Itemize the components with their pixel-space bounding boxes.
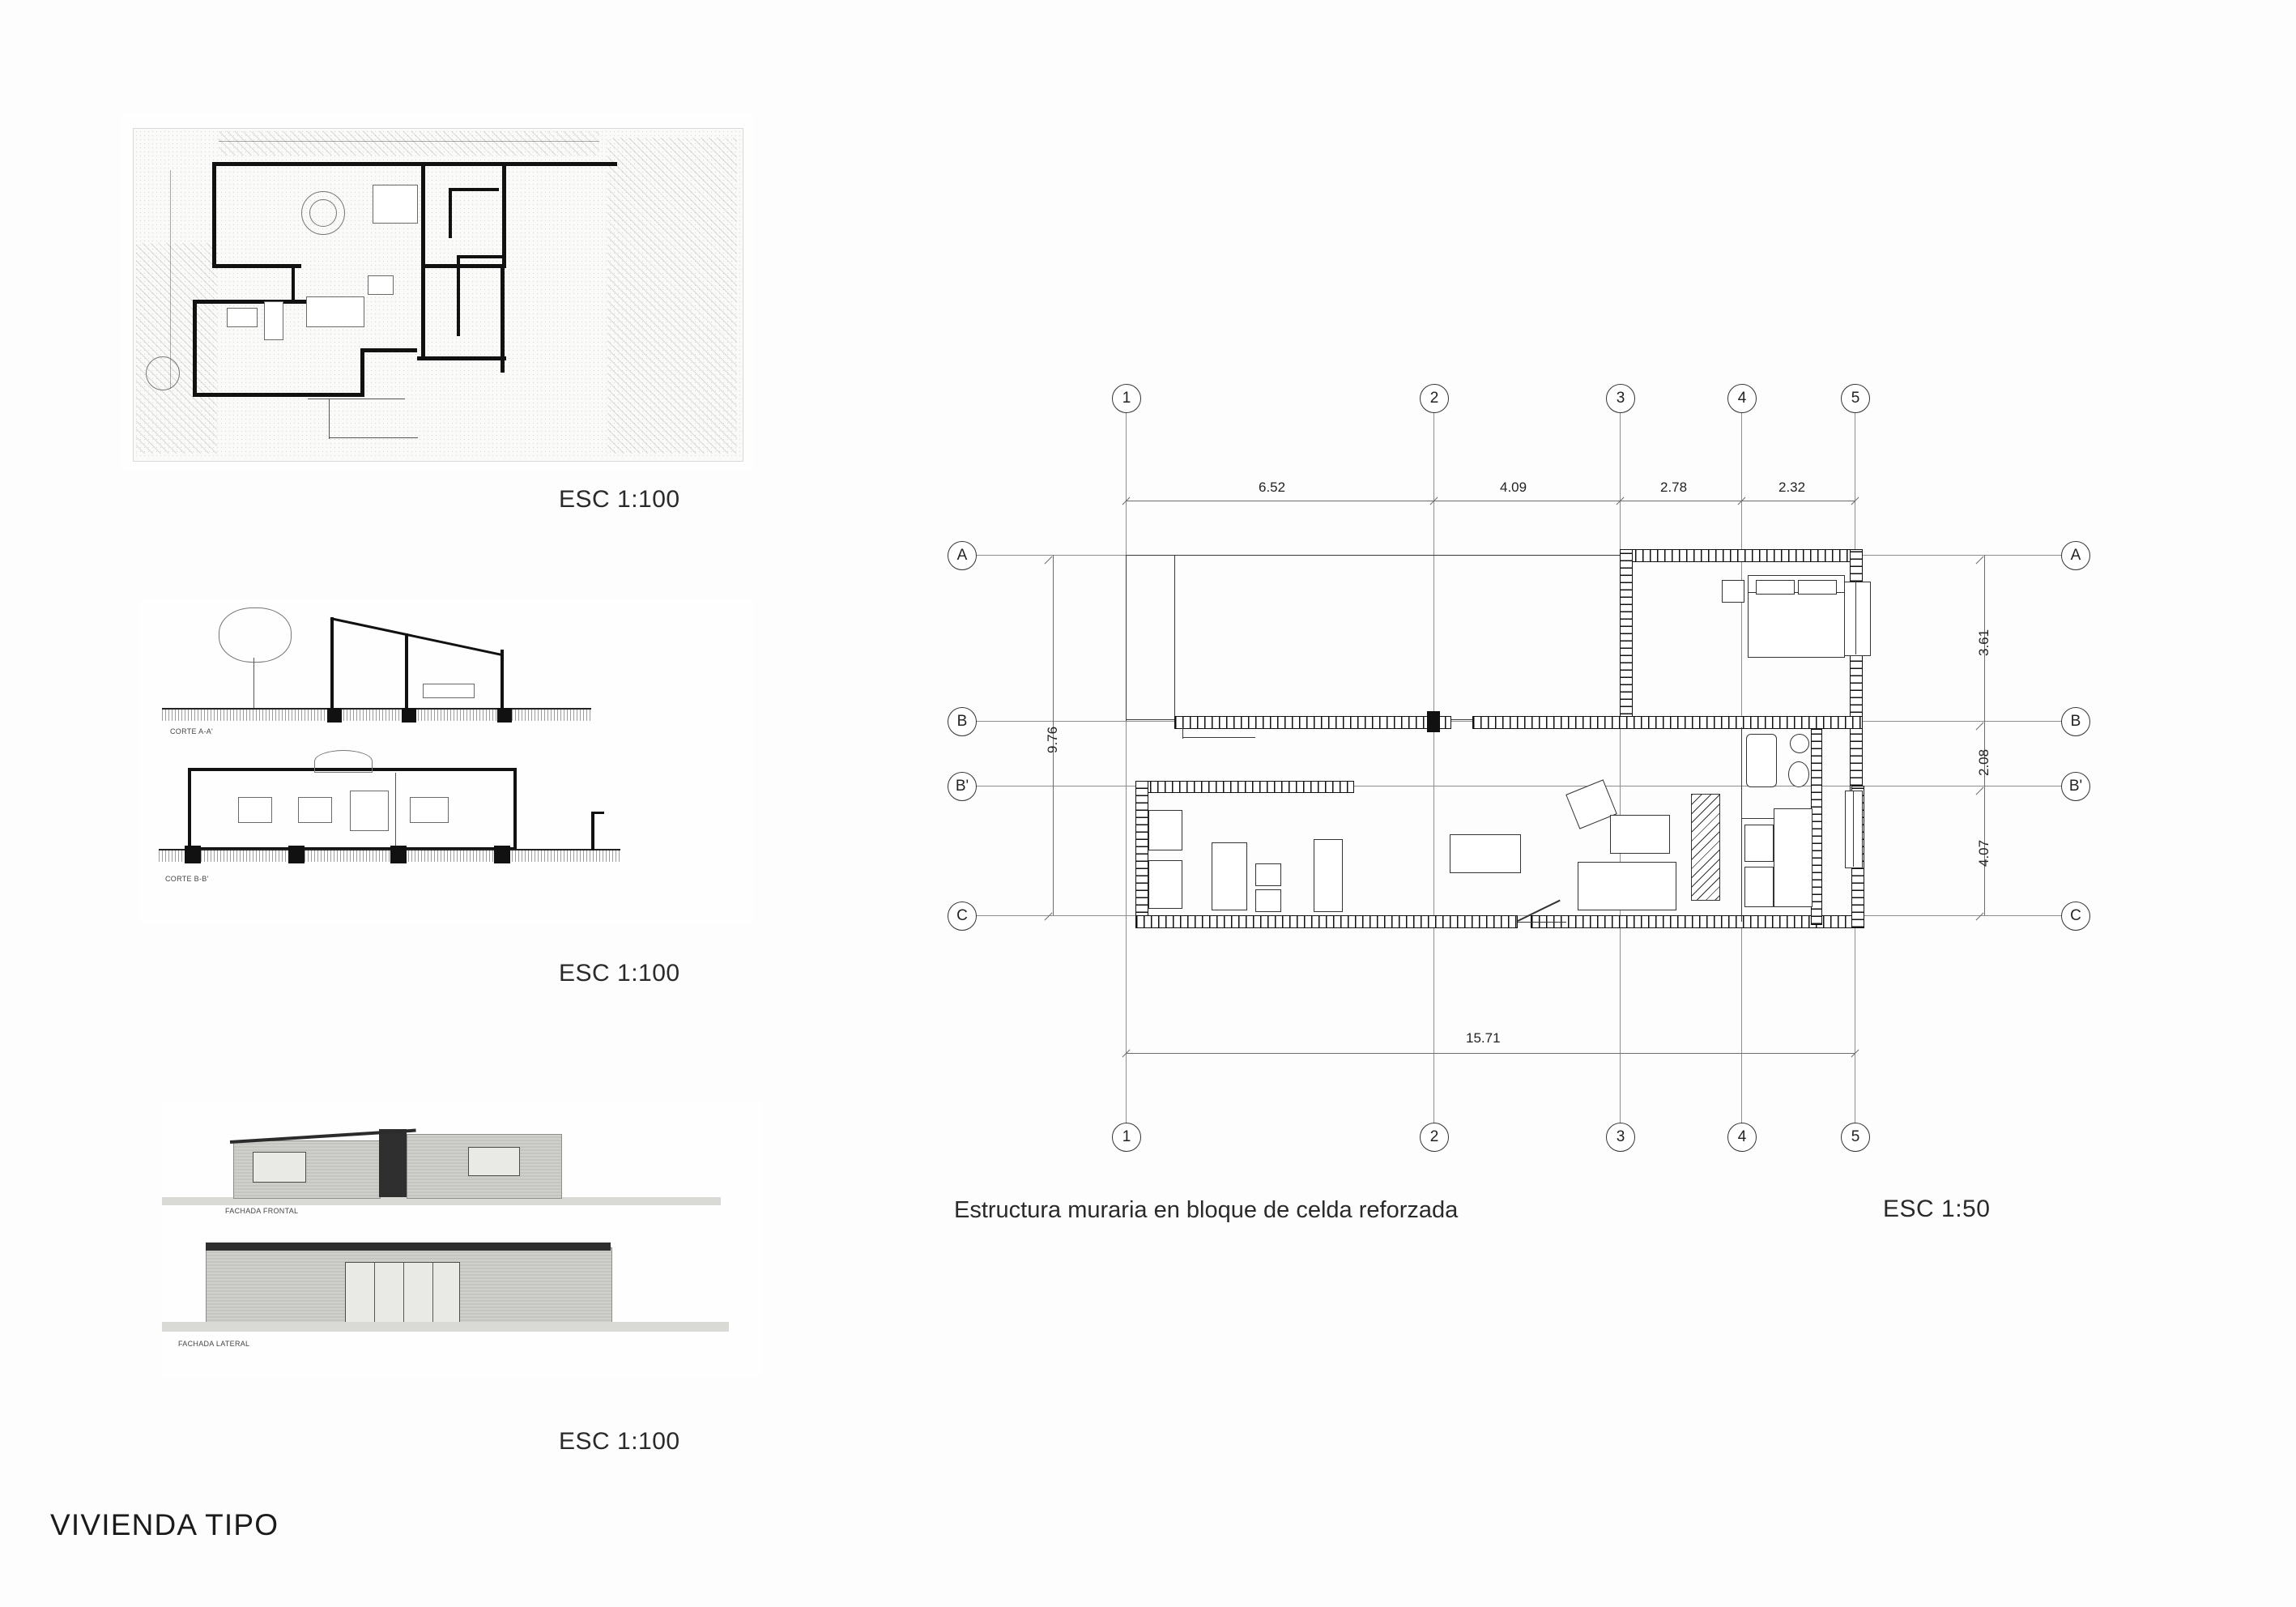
furniture-pillow-1 (1756, 580, 1795, 595)
sections-thumbnail (138, 599, 753, 923)
front-elevation-entry (379, 1129, 407, 1197)
window-bedroom-east-pane (1855, 582, 1856, 654)
section-bb-retaining (591, 812, 594, 850)
section-aa-ground-hatch (162, 710, 591, 721)
sections-scale-label: ESC 1:100 (559, 960, 680, 987)
grid-bubble-bottom-3: 3 (1606, 1123, 1635, 1152)
wall-right-bottom (417, 356, 506, 360)
furniture-pillow-2 (1798, 580, 1837, 595)
grid-line-1 (1126, 413, 1127, 1134)
section-bb-window-2 (298, 797, 332, 823)
grid-bubble-left-a: A (948, 541, 977, 570)
fixture-bathtub (1746, 734, 1777, 787)
section-bb-label: CORTE B-B' (165, 875, 209, 883)
footing-6 (390, 846, 407, 863)
wall-bedroom-left (1620, 549, 1633, 723)
lateral-elevation-glazing (345, 1262, 460, 1324)
grid-bubble-bottom-5: 5 (1841, 1123, 1870, 1152)
tree-trunk (253, 658, 254, 708)
furniture-counter (227, 308, 258, 327)
wall-left-entry (292, 264, 295, 303)
furniture-armchair (1610, 815, 1670, 854)
section-bb-partition (395, 773, 396, 847)
wall-bottom-2 (360, 348, 417, 352)
section-wall-left (330, 617, 334, 708)
wall-outline-left (212, 162, 216, 267)
section-furniture (423, 684, 475, 698)
wall-west-exterior (1135, 781, 1148, 928)
dimension-tick-left-top (1045, 556, 1053, 565)
wall-right-block (421, 162, 425, 356)
tree-icon-section (219, 607, 292, 663)
dimension-text-top-2: 4.09 (1500, 480, 1527, 495)
furniture-bed (373, 185, 418, 224)
dimension-text-top-3: 2.78 (1660, 480, 1688, 495)
front-elevation (162, 1102, 761, 1223)
fixture-stove (1744, 825, 1774, 862)
grid-bubble-right-c: C (2061, 902, 2090, 931)
lateral-glazing-mullion-3 (432, 1262, 433, 1322)
footing-7 (494, 846, 510, 863)
dimension-tick-right-c (1976, 913, 1984, 921)
section-bb-wall-left (188, 768, 191, 849)
elevations-scale-label: ESC 1:100 (559, 1428, 680, 1455)
footing-5 (288, 846, 305, 863)
dimension-text-top-1: 6.52 (1259, 480, 1286, 495)
lateral-glazing-mullion-2 (403, 1262, 404, 1322)
grid-bubble-right-b: B (2061, 707, 2090, 736)
tree-icon-2 (309, 199, 337, 227)
dimension-line-bottom (1126, 1053, 1855, 1054)
elevations-thumbnail (162, 1102, 761, 1377)
furniture-cabinet-1 (1212, 842, 1247, 910)
footing-1 (327, 708, 342, 723)
main-drawing-scale-label: ESC 1:50 (1883, 1196, 1991, 1222)
section-bb-retaining-top (591, 812, 604, 814)
window-bedroom-east (1842, 582, 1871, 656)
terrace-outline-inner (1174, 555, 1175, 721)
footing-4 (185, 846, 201, 863)
furniture-sofa-main (1578, 862, 1676, 910)
grid-bubble-right-a: A (2061, 541, 2090, 570)
door-jamb-corridor (1741, 729, 1742, 747)
wall-inner-v1 (360, 348, 364, 397)
section-bb-window-1 (238, 797, 272, 823)
section-bb-wall-right (513, 768, 517, 849)
section-bb-window-3 (410, 797, 449, 823)
grid-bubble-top-3: 3 (1606, 384, 1635, 413)
wall-bath-partition (1741, 727, 1742, 922)
window-east-strip (1845, 791, 1863, 868)
fixture-counter-kitchen (1774, 808, 1813, 907)
front-elevation-window-2 (468, 1147, 520, 1176)
wall-thin-terrace-v (329, 399, 330, 439)
roof-slope-line (330, 617, 501, 656)
furniture-cabinet-2 (1255, 863, 1281, 886)
fixture-fridge (1744, 867, 1774, 907)
wall-bath-v (449, 188, 452, 238)
grid-bubble-left-c: C (948, 902, 977, 931)
structural-floor-plan (931, 381, 2195, 1215)
furniture-table (368, 275, 394, 295)
dimension-tick-left-bottom (1045, 913, 1053, 921)
dimension-text-left-overall: 9.76 (1045, 726, 1060, 753)
section-wall-right (501, 650, 504, 708)
wall-bottom-1 (193, 393, 363, 397)
lateral-elevation (162, 1231, 761, 1361)
dimension-tick-right-b (1976, 723, 1984, 731)
grid-bubble-top-1: 1 (1112, 384, 1141, 413)
footing-3 (497, 708, 512, 723)
wall-row-b-opening (1182, 737, 1255, 738)
terrace-outline-left (1126, 555, 1127, 721)
sheet-title: VIVIENDA TIPO (50, 1508, 279, 1541)
dimension-stroke-left (170, 170, 171, 389)
wall-south-exterior (1135, 915, 1518, 928)
furniture-cabinet-3 (1255, 889, 1281, 912)
furniture-nightstand (1722, 580, 1744, 603)
footing-2 (402, 708, 416, 723)
dimension-tick-right-a (1976, 556, 1984, 565)
terrace-outline-top (1126, 555, 1628, 556)
wall-row-b-west (1174, 716, 1451, 729)
furniture-wardrobe (1314, 839, 1343, 912)
tree-icon-3 (146, 356, 180, 390)
front-elevation-label: FACHADA FRONTAL (225, 1207, 299, 1215)
wall-corridor-h (457, 255, 502, 258)
grid-line-2 (1433, 413, 1434, 1134)
section-bb-shrub (314, 750, 373, 773)
wall-north-bedroom-top (1620, 549, 1863, 562)
wall-bedroom-bottom (1472, 716, 1863, 729)
wall-corridor (457, 255, 460, 336)
furniture-dining-table (1450, 834, 1521, 873)
lateral-glazing-mullion-1 (374, 1262, 375, 1322)
dimension-text-right-2: 2.08 (1976, 748, 1991, 776)
pier-grid-2 (1427, 711, 1440, 732)
window-east-strip-pane (1853, 791, 1854, 867)
main-drawing-caption: Estructura muraria en bloque de celda reforzada (954, 1197, 1459, 1223)
wall-left-lower (193, 300, 197, 397)
section-bb-ground-hatch (159, 850, 620, 862)
fixture-toilet (1788, 761, 1809, 787)
section-bb-door (350, 791, 389, 831)
grid-bubble-bottom-4: 4 (1727, 1123, 1757, 1152)
grid-bubble-bottom-2: 2 (1420, 1123, 1449, 1152)
front-elevation-window-1 (253, 1152, 306, 1183)
section-bb (138, 761, 753, 915)
dimension-tick-right-bprime (1976, 787, 1984, 795)
dimension-text-right-3: 4.07 (1976, 839, 1991, 867)
grid-bubble-top-5: 5 (1841, 384, 1870, 413)
door-swing-south (1518, 922, 1566, 923)
wall-mid-left (212, 264, 301, 268)
wall-outline-top (212, 162, 617, 166)
wall-right-outer (502, 162, 506, 267)
grid-bubble-left-bprime: B' (948, 772, 977, 801)
furniture-closet (264, 301, 283, 340)
furniture-shelf-west-2 (1148, 860, 1182, 909)
dimension-text-top-4: 2.32 (1778, 480, 1806, 495)
lateral-elevation-label: FACHADA LATERAL (178, 1340, 250, 1348)
grid-bubble-top-4: 4 (1727, 384, 1757, 413)
garden-hatch-left (136, 243, 217, 454)
grid-bubble-bottom-1: 1 (1112, 1123, 1141, 1152)
dimension-stroke-top (219, 141, 599, 142)
section-aa (138, 599, 753, 753)
stair-zigzag (1691, 794, 1720, 901)
lateral-elevation-ground (162, 1322, 729, 1332)
grid-bubble-top-2: 2 (1420, 384, 1449, 413)
site-plan-scale-label: ESC 1:100 (559, 486, 680, 513)
grid-bubble-right-bprime: B' (2061, 772, 2090, 801)
fixture-sink (1790, 734, 1809, 753)
lateral-elevation-roof-band (206, 1243, 611, 1251)
grid-bubble-left-b: B (948, 707, 977, 736)
wall-kitchen-partition (1811, 729, 1822, 925)
wall-lower-1 (193, 300, 306, 304)
section-wall-mid (405, 633, 408, 708)
wall-bath-h (449, 188, 499, 191)
wall-row-bprime (1142, 781, 1354, 793)
garden-hatch-top (219, 131, 599, 156)
wall-right-mid (421, 264, 506, 268)
wall-thin-terrace-2 (329, 437, 418, 438)
furniture-sofa (306, 296, 364, 327)
garden-hatch-right (607, 138, 737, 454)
site-floor-plan-thumbnail (121, 113, 753, 470)
dimension-text-bottom-overall: 15.71 (1466, 1030, 1501, 1046)
wall-row-b-opening-jamb (1182, 727, 1183, 739)
grid-line-3 (1620, 413, 1621, 1134)
dimension-text-right-1: 3.61 (1976, 629, 1991, 656)
section-aa-label: CORTE A-A' (170, 727, 214, 735)
furniture-shelf-west-1 (1148, 810, 1182, 850)
